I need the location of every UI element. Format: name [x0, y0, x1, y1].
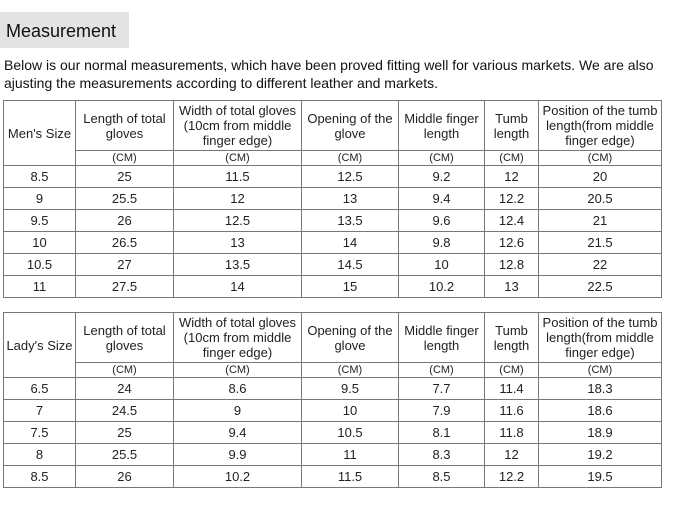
measurement-cell: 11.8	[485, 422, 539, 444]
measurement-cell: 10.2	[399, 276, 485, 298]
measurement-cell: 10.5	[302, 422, 399, 444]
measurement-cell: 7.7	[399, 378, 485, 400]
unit-label: (CM)	[174, 363, 302, 378]
measurement-cell: 12.5	[302, 166, 399, 188]
measurement-cell: 9.2	[399, 166, 485, 188]
table-row	[4, 166, 662, 188]
measurement-cell: 9	[174, 400, 302, 422]
header-tumb: Tumb length	[485, 101, 539, 151]
measurement-cell: 8.1	[399, 422, 485, 444]
unit-label: (CM)	[399, 151, 485, 166]
measurement-cell: 14	[174, 276, 302, 298]
intro-line-2: ajusting the measurements according to different leather and markets.	[4, 75, 438, 91]
measurement-cell: 21	[539, 210, 662, 232]
measurement-cell: 11.4	[485, 378, 539, 400]
measurement-cell: 9.6	[399, 210, 485, 232]
measurement-cell: 20.5	[539, 188, 662, 210]
measurement-cell: 12	[485, 166, 539, 188]
measurement-cell: 12.5	[174, 210, 302, 232]
intro-line-1: Below is our normal measurements, which have been proved fitting well for various markets. We are also	[4, 57, 654, 73]
size-cell: 6.5	[4, 378, 76, 400]
header-middle-finger: Middle finger length	[399, 313, 485, 363]
header-width: Width of total gloves (10cm from middle finger edge)	[174, 313, 302, 363]
measurement-cell: 12.2	[485, 188, 539, 210]
unit-label: (CM)	[174, 151, 302, 166]
measurement-cell: 8.6	[174, 378, 302, 400]
measurement-cell: 12.4	[485, 210, 539, 232]
unit-label: (CM)	[302, 363, 399, 378]
unit-label: (CM)	[485, 363, 539, 378]
measurement-cell: 22.5	[539, 276, 662, 298]
measurement-cell: 10	[399, 254, 485, 276]
table-row	[4, 422, 662, 444]
measurement-cell: 10	[302, 400, 399, 422]
table-row	[4, 254, 662, 276]
measurement-cell: 13	[174, 232, 302, 254]
header-tumb-position: Position of the tumb length(from middle finger edge)	[539, 101, 662, 151]
measurement-cell: 8.3	[399, 444, 485, 466]
measurement-cell: 22	[539, 254, 662, 276]
measurement-cell: 18.3	[539, 378, 662, 400]
size-cell: 11	[4, 276, 76, 298]
measurement-cell: 13	[302, 188, 399, 210]
unit-label: (CM)	[76, 363, 174, 378]
size-cell: 10.5	[4, 254, 76, 276]
measurement-cell: 21.5	[539, 232, 662, 254]
table-row	[4, 466, 662, 488]
measurement-cell: 25.5	[76, 444, 174, 466]
table-row	[4, 400, 662, 422]
measurement-cell: 9.4	[399, 188, 485, 210]
header-tumb: Tumb length	[485, 313, 539, 363]
measurement-cell: 18.9	[539, 422, 662, 444]
table-row	[4, 276, 662, 298]
measurement-cell: 12	[485, 444, 539, 466]
measurement-cell: 24	[76, 378, 174, 400]
unit-label: (CM)	[76, 151, 174, 166]
measurement-cell: 11.5	[302, 466, 399, 488]
mens-size-header: Men's Size	[4, 101, 76, 166]
header-opening: Opening of the glove	[302, 313, 399, 363]
size-cell: 8.5	[4, 466, 76, 488]
measurement-cell: 11.5	[174, 166, 302, 188]
measurement-cell: 11.6	[485, 400, 539, 422]
size-cell: 7.5	[4, 422, 76, 444]
measurement-cell: 9.5	[302, 378, 399, 400]
measurement-cell: 12.8	[485, 254, 539, 276]
header-opening: Opening of the glove	[302, 101, 399, 151]
measurement-cell: 18.6	[539, 400, 662, 422]
intro-text	[4, 56, 694, 92]
page-title: Measurement	[6, 21, 117, 41]
table-row	[4, 444, 662, 466]
measurement-cell: 13	[485, 276, 539, 298]
measurement-cell: 26	[76, 466, 174, 488]
measurement-cell: 27.5	[76, 276, 174, 298]
measurement-cell: 20	[539, 166, 662, 188]
table-row	[4, 378, 662, 400]
size-cell: 8.5	[4, 166, 76, 188]
header-length: Length of total gloves	[76, 313, 174, 363]
measurement-cell: 14	[302, 232, 399, 254]
unit-label: (CM)	[539, 151, 662, 166]
unit-label: (CM)	[302, 151, 399, 166]
table-row	[4, 232, 662, 254]
ladys-size-header: Lady's Size	[4, 313, 76, 378]
header-middle-finger: Middle finger length	[399, 101, 485, 151]
header-tumb-position: Position of the tumb length(from middle finger edge)	[539, 313, 662, 363]
measurement-cell: 10.2	[174, 466, 302, 488]
size-cell: 9.5	[4, 210, 76, 232]
table-row	[4, 210, 662, 232]
section-header	[0, 12, 129, 48]
size-cell: 9	[4, 188, 76, 210]
measurement-cell: 12	[174, 188, 302, 210]
size-cell: 8	[4, 444, 76, 466]
measurement-cell: 25.5	[76, 188, 174, 210]
unit-label: (CM)	[399, 363, 485, 378]
measurement-cell: 26.5	[76, 232, 174, 254]
unit-label: (CM)	[485, 151, 539, 166]
measurement-cell: 13.5	[174, 254, 302, 276]
size-cell: 7	[4, 400, 76, 422]
table-row	[4, 188, 662, 210]
measurement-cell: 12.6	[485, 232, 539, 254]
ladys-size-table	[3, 312, 662, 488]
measurement-cell: 15	[302, 276, 399, 298]
measurement-cell: 9.9	[174, 444, 302, 466]
size-cell: 10	[4, 232, 76, 254]
measurement-cell: 13.5	[302, 210, 399, 232]
measurement-cell: 8.5	[399, 466, 485, 488]
unit-label: (CM)	[539, 363, 662, 378]
measurement-cell: 9.4	[174, 422, 302, 444]
measurement-cell: 14.5	[302, 254, 399, 276]
measurement-cell: 25	[76, 166, 174, 188]
measurement-cell: 19.5	[539, 466, 662, 488]
measurement-cell: 9.8	[399, 232, 485, 254]
measurement-cell: 11	[302, 444, 399, 466]
header-length: Length of total gloves	[76, 101, 174, 151]
header-width: Width of total gloves (10cm from middle finger edge)	[174, 101, 302, 151]
measurement-cell: 26	[76, 210, 174, 232]
measurement-cell: 19.2	[539, 444, 662, 466]
measurement-cell: 25	[76, 422, 174, 444]
measurement-cell: 24.5	[76, 400, 174, 422]
measurement-cell: 7.9	[399, 400, 485, 422]
measurement-cell: 27	[76, 254, 174, 276]
mens-size-table	[3, 100, 662, 298]
measurement-cell: 12.2	[485, 466, 539, 488]
